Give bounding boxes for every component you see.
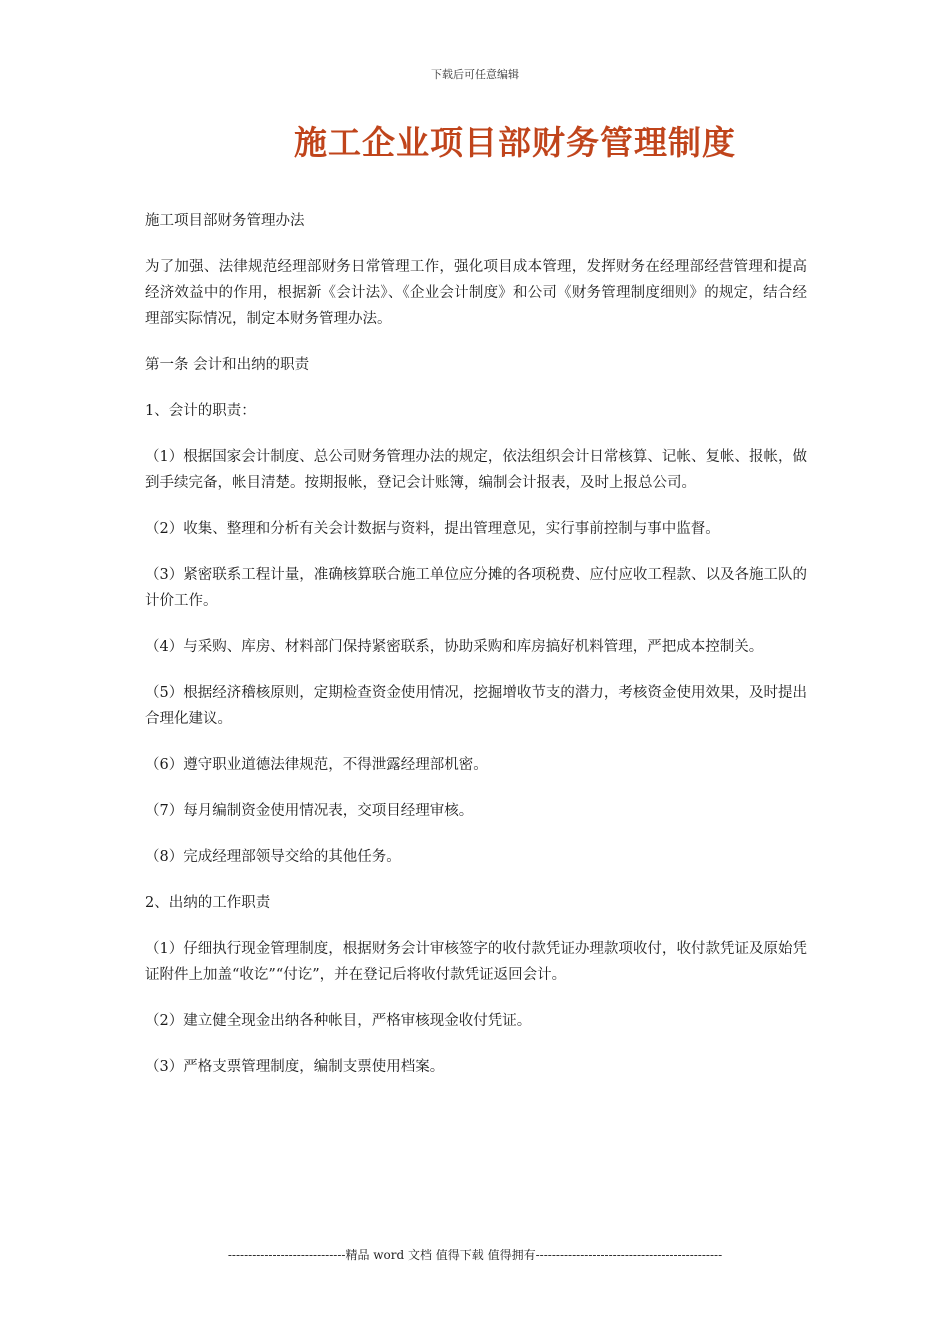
page-footer: -----------------------------精品 word 文档 值得下载 值得拥有---------------------------------------------- xyxy=(227,1248,723,1262)
document-title: 施工企业项目部财务管理制度 xyxy=(294,123,736,162)
list-item: （7）每月编制资金使用情况表，交项目经理审核。 xyxy=(145,803,474,819)
subsection-heading: 2、出纳的工作职责 xyxy=(145,895,271,911)
list-item: （2）收集、整理和分析有关会计数据与资料，提出管理意见，实行事前控制与事中监督。 xyxy=(145,521,720,537)
page-header: 下载后可任意编辑 xyxy=(431,68,519,81)
list-item: （3）严格支票管理制度，编制支票使用档案。 xyxy=(145,1059,445,1075)
list-item: （3）紧密联系工程计量，准确核算联合施工单位应分摊的各项税费、应付应收工程款、以及各施工队的计价工作。 xyxy=(145,567,807,609)
list-item: （5）根据经济稽核原则，定期检查资金使用情况，挖掘增收节支的潜力，考核资金使用效果，及时提出合理化建议。 xyxy=(145,685,807,727)
list-item: （1）根据国家会计制度、总公司财务管理办法的规定，依法组织会计日常核算、记帐、复帐、报帐，做到手续完备，帐目清楚。按期报帐，登记会计账簿，编制会计报表，及时上报总公司。 xyxy=(145,449,807,491)
subsection-heading: 1、会计的职责： xyxy=(145,403,256,419)
document-body xyxy=(145,208,807,1100)
list-item: （4）与采购、库房、材料部门保持紧密联系，协助采购和库房搞好机料管理，严把成本控制关。 xyxy=(145,639,764,655)
intro-paragraph: 为了加强、法律规范经理部财务日常管理工作，强化项目成本管理，发挥财务在经理部经营管理和提高经济效益中的作用，根据新《会计法》、《企业会计制度》和公司《财务管理制度细则》的规定，结合经理部实际情况，制定本财务管理办法。 xyxy=(145,259,807,327)
list-item: （8）完成经理部领导交给的其他任务。 xyxy=(145,849,401,865)
section-heading: 施工项目部财务管理办法 xyxy=(145,213,305,229)
list-item: （2）建立健全现金出纳各种帐目，严格审核现金收付凭证。 xyxy=(145,1013,532,1029)
list-item: （1）仔细执行现金管理制度，根据财务会计审核签字的收付款凭证办理款项收付，收付款凭证及原始凭证附件上加盖“收讫”“付讫”，并在登记后将收付款凭证返回会计。 xyxy=(145,941,807,983)
article-heading: 第一条 会计和出纳的职责 xyxy=(145,357,310,373)
list-item: （6）遵守职业道德法律规范，不得泄露经理部机密。 xyxy=(145,757,488,773)
